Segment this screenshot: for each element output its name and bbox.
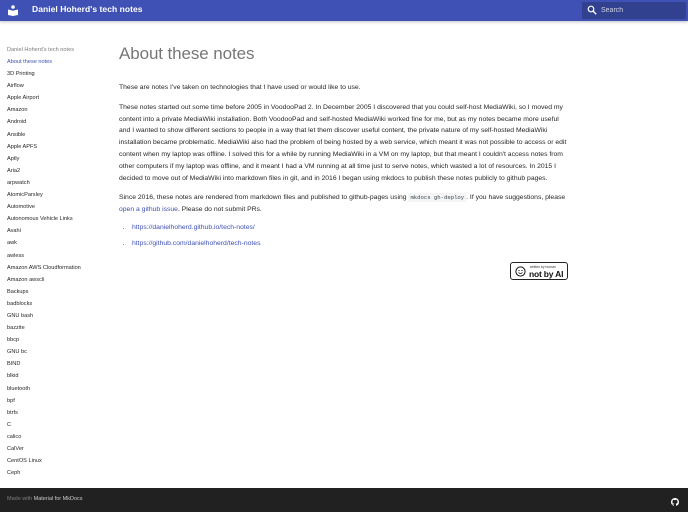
sidebar-item[interactable]: Ceph: [7, 470, 21, 477]
publishing-text: . Please do not submit PRs.: [177, 206, 262, 214]
sidebar-item-about[interactable]: About these notes: [7, 59, 53, 65]
sidebar-item[interactable]: AtomicParsley: [7, 192, 43, 199]
sidebar-item[interactable]: Amazon: [7, 107, 28, 114]
smiley-face-icon: [515, 266, 526, 277]
sidebar-item[interactable]: bbcp: [7, 337, 20, 344]
footer: [0, 488, 688, 512]
sidebar-item[interactable]: awless: [7, 252, 25, 259]
sidebar-item[interactable]: awk: [7, 240, 17, 247]
publishing-text: . If you have suggestions, please: [466, 194, 566, 202]
badge-big-text: not by AI: [529, 269, 564, 279]
sidebar-item[interactable]: btrfs: [7, 409, 18, 416]
sidebar-item[interactable]: 3D Printing: [7, 71, 35, 78]
publishing-text: Since 2016, these notes are rendered from markdown files and published to github-pages using: [119, 194, 409, 202]
publishing-paragraph: [119, 192, 569, 216]
intro-paragraph: These are notes I've taken on technologies that I have used or would like to use.: [119, 84, 361, 91]
footer-made-with: Made with: [7, 496, 34, 502]
site-title[interactable]: Daniel Hoherd's tech notes: [32, 4, 143, 14]
sidebar-item[interactable]: badblocks: [7, 300, 33, 307]
sidebar-item[interactable]: Automotive: [7, 204, 35, 211]
sidebar-item[interactable]: C: [7, 421, 12, 428]
deploy-command: mkdocs gh-deploy: [410, 194, 465, 202]
history-paragraph: These notes started out some time before 2005 in VoodooPad 2. In December 2005 I discovered that you could self-host MediaWiki, so I moved my content into a private MediaWiki installation. Both VoodooPad and self-hosted MediaWiki worked fine for me, but as my notes became more useful and I wanted to show different sections to people in a way that let them discover useful content, the private nature of my self-hosted MediaWiki installation became problematic. MediaWiki also had the problem of being hosted by a web service, which meant it was not possible to access or edit content when my laptop was offline. I solved this for a while by running MediaWiki in a VM on my laptop, but that meant I couldn't access notes from other computers if my laptop was offline, and it meant I had a VM running at all time just to serve notes, which wasted a lot of resources. In 2015 I decided to move out of MediaWiki into markdown files in git, and in 2016 I began using mkdocs to publish these notes publicly to github pages.: [119, 103, 567, 182]
sidebar-title: Daniel Hoherd's tech notes: [7, 47, 74, 53]
sidebar-item[interactable]: bluetooth: [7, 385, 31, 392]
sidebar-nav: [0, 44, 108, 479]
page-title: About these notes: [119, 44, 255, 63]
search-input[interactable]: [600, 2, 684, 19]
github-pages-link[interactable]: https://danielhoherd.github.io/tech-notes/: [132, 223, 255, 231]
search-box[interactable]: [582, 2, 686, 19]
links-list: [119, 220, 569, 251]
sidebar-item[interactable]: Android: [7, 119, 27, 126]
sidebar-item[interactable]: GNU bc: [7, 349, 27, 356]
sidebar-item[interactable]: Avahi: [7, 228, 21, 235]
badge-small-text: written by human: [530, 265, 556, 269]
github-issue-link[interactable]: open a github issue: [119, 206, 178, 214]
search-icon: [587, 5, 597, 15]
github-repo-link[interactable]: https://github.com/danielhoherd/tech-notes: [132, 239, 261, 247]
sidebar-item[interactable]: BIND: [7, 361, 21, 368]
sidebar-item[interactable]: CentOS Linux: [7, 458, 42, 465]
sidebar-item[interactable]: blkid: [7, 373, 19, 380]
github-icon[interactable]: [671, 498, 679, 506]
list-item: [132, 236, 569, 252]
sidebar-item[interactable]: Apple APFS: [7, 143, 38, 150]
sidebar-item[interactable]: Amazon awscli: [7, 276, 45, 283]
sidebar-item[interactable]: Autonomous Vehicle Links: [7, 216, 73, 223]
book-icon[interactable]: [8, 5, 18, 16]
footer-credit: [7, 496, 83, 502]
sidebar-item[interactable]: CalVer: [7, 446, 24, 452]
sidebar-item[interactable]: Amazon AWS Cloudformation: [7, 264, 81, 271]
sidebar-item[interactable]: GNU bash: [7, 312, 34, 319]
material-mkdocs-link[interactable]: Material for MkDocs: [33, 496, 83, 502]
sidebar-item[interactable]: arpwatch: [7, 179, 30, 186]
sidebar-item[interactable]: Backups: [7, 288, 29, 295]
sidebar-item[interactable]: Aptly: [7, 155, 20, 162]
list-item: [132, 220, 569, 236]
sidebar-item[interactable]: bazzite: [7, 325, 25, 332]
header-bar: [0, 0, 688, 21]
sidebar-item[interactable]: Apple Airport: [7, 95, 40, 102]
sidebar-item[interactable]: bpf: [7, 397, 15, 404]
sidebar-item[interactable]: Airflow: [7, 83, 24, 90]
sidebar-item[interactable]: calico: [7, 433, 22, 440]
main-content: [119, 44, 569, 251]
sidebar-item[interactable]: Aria2: [7, 167, 21, 174]
sidebar-item[interactable]: Ansible: [7, 131, 26, 138]
not-by-ai-badge[interactable]: [510, 262, 568, 280]
